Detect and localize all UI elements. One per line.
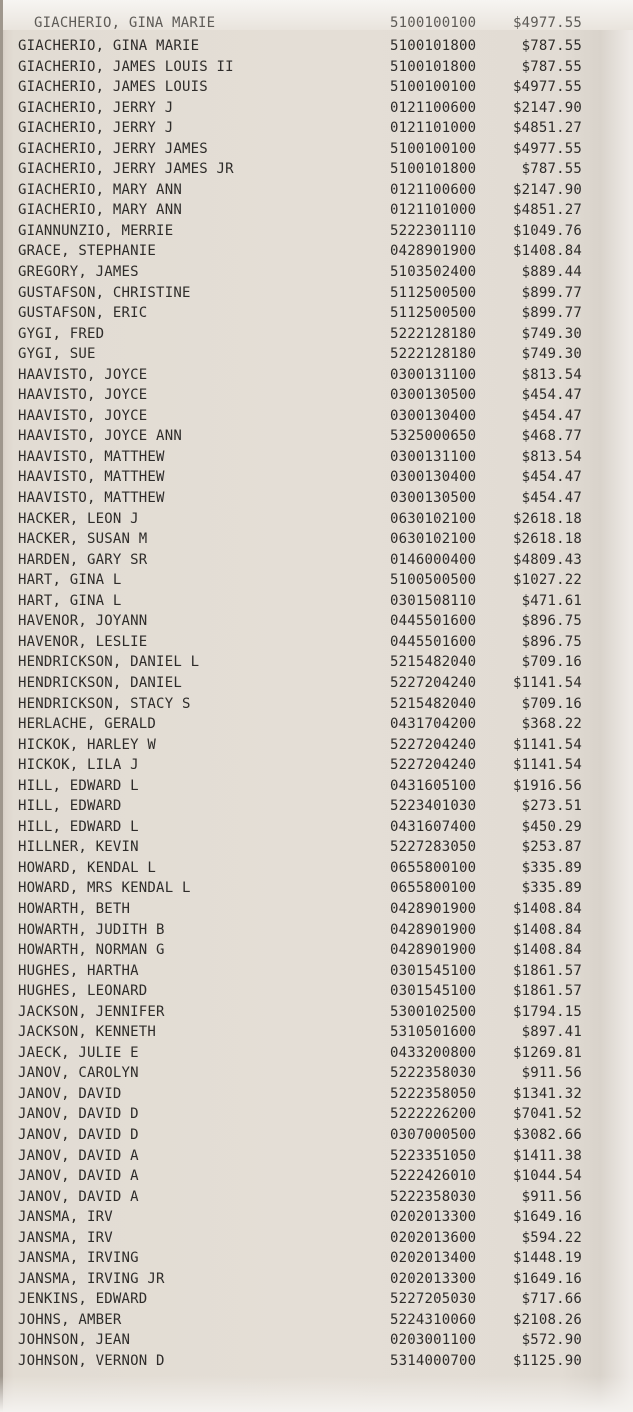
row-name: HAAVISTO, JOYCE ANN xyxy=(18,428,182,445)
row-amount: $1411.38 xyxy=(512,1147,582,1164)
row-amount: $1408.84 xyxy=(512,900,582,917)
table-row xyxy=(0,1022,633,1043)
row-name: HENDRICKSON, DANIEL xyxy=(18,674,182,691)
row-amount: $1027.22 xyxy=(512,572,582,589)
table-row xyxy=(0,1125,633,1146)
table-row xyxy=(0,550,633,571)
row-amount: $4809.43 xyxy=(512,551,582,568)
table-row xyxy=(0,735,633,756)
row-account: 5100101800 xyxy=(390,161,477,178)
row-account: 5227204240 xyxy=(390,674,477,691)
row-amount: $911.56 xyxy=(521,1065,582,1082)
row-account: 5227204240 xyxy=(390,757,477,774)
table-row xyxy=(0,858,633,879)
row-amount: $889.44 xyxy=(521,264,582,281)
table-row xyxy=(0,591,633,612)
table-row xyxy=(0,570,633,591)
table-row xyxy=(0,344,633,365)
row-name: JANOV, DAVID A xyxy=(18,1168,139,1185)
row-account: 0202013600 xyxy=(390,1229,477,1246)
row-name: JANOV, DAVID xyxy=(18,1085,122,1102)
row-name: JENKINS, EDWARD xyxy=(18,1291,148,1308)
table-row xyxy=(0,447,633,468)
row-account: 5100101800 xyxy=(390,58,477,75)
row-account: 5100500500 xyxy=(390,572,477,589)
row-amount: $1649.16 xyxy=(512,1270,582,1287)
table-row xyxy=(0,36,633,57)
table-row xyxy=(0,159,633,180)
row-account: 0655800100 xyxy=(390,859,477,876)
row-account: 0630102100 xyxy=(390,510,477,527)
table-row xyxy=(0,118,633,139)
row-account: 5314000700 xyxy=(390,1353,477,1369)
row-account: 5222358030 xyxy=(390,1188,477,1205)
row-amount: $709.16 xyxy=(521,654,582,671)
table-row xyxy=(0,694,633,715)
row-amount: $1049.76 xyxy=(512,222,582,239)
row-name: GIACHERIO, MARY ANN xyxy=(18,202,182,219)
table-row xyxy=(0,1146,633,1167)
table-row xyxy=(0,529,633,550)
row-name: GYGI, SUE xyxy=(18,346,96,363)
row-amount: $749.30 xyxy=(521,346,582,363)
row-amount: $2618.18 xyxy=(512,531,582,548)
row-account: 5222128180 xyxy=(390,325,477,342)
table-row xyxy=(0,817,633,838)
row-account: 5223401030 xyxy=(390,798,477,815)
row-name: JACKSON, JENNIFER xyxy=(18,1003,165,1020)
table-row xyxy=(0,714,633,735)
row-account: 0431704200 xyxy=(390,716,477,733)
table-row xyxy=(0,262,633,283)
row-amount: $1141.54 xyxy=(512,736,582,753)
row-account: 5224310060 xyxy=(390,1311,477,1328)
row-name: GIACHERIO, MARY ANN xyxy=(18,181,182,198)
row-account: 0202013400 xyxy=(390,1250,477,1267)
row-amount: $813.54 xyxy=(521,366,582,383)
row-amount: $273.51 xyxy=(521,798,582,815)
row-amount: $4851.27 xyxy=(512,120,582,137)
row-name: HILL, EDWARD L xyxy=(18,777,139,794)
table-row xyxy=(0,98,633,119)
row-name: GIACHERIO, JAMES LOUIS II xyxy=(18,58,234,75)
table-row xyxy=(0,467,633,488)
row-account: 5103502400 xyxy=(390,264,477,281)
table-row xyxy=(0,652,633,673)
row-amount: $4977.55 xyxy=(512,79,582,96)
row-account: 5222358030 xyxy=(390,1065,477,1082)
row-account: 0307000500 xyxy=(390,1126,477,1143)
row-account: 0655800100 xyxy=(390,880,477,897)
row-amount: $572.90 xyxy=(521,1332,582,1349)
row-name: HUGHES, HARTHA xyxy=(18,962,139,979)
row-account: 5222226200 xyxy=(390,1106,477,1123)
row-name: GUSTAFSON, ERIC xyxy=(18,305,148,322)
table-row xyxy=(0,488,633,509)
row-name: GUSTAFSON, CHRISTINE xyxy=(18,284,191,301)
row-account: 5222358050 xyxy=(390,1085,477,1102)
row-amount: $454.47 xyxy=(521,490,582,507)
row-name: GIACHERIO, JERRY J xyxy=(18,99,174,116)
row-amount: $471.61 xyxy=(521,592,582,609)
row-name: HOWARTH, BETH xyxy=(18,900,131,917)
row-amount: $450.29 xyxy=(521,818,582,835)
row-name: JANSMA, IRV xyxy=(18,1229,113,1246)
row-amount: $896.75 xyxy=(521,633,582,650)
row-amount: $2147.90 xyxy=(512,181,582,198)
row-name: JANOV, DAVID A xyxy=(18,1147,139,1164)
row-account: 5222128180 xyxy=(390,346,477,363)
row-account: 0146000400 xyxy=(390,551,477,568)
table-row xyxy=(0,981,633,1002)
table-row xyxy=(0,324,633,345)
row-account: 0431605100 xyxy=(390,777,477,794)
row-name: GREGORY, JAMES xyxy=(18,264,139,281)
table-row xyxy=(0,139,633,160)
row-name: HOWARTH, NORMAN G xyxy=(18,942,165,959)
table-row xyxy=(0,406,633,427)
row-amount: $594.22 xyxy=(521,1229,582,1246)
row-account: 0300131100 xyxy=(390,448,477,465)
row-account: 0428901900 xyxy=(390,243,477,260)
row-amount: $2147.90 xyxy=(512,99,582,116)
table-row xyxy=(0,1310,633,1331)
row-name: HILL, EDWARD xyxy=(18,798,122,815)
row-account: 5227205030 xyxy=(390,1291,477,1308)
row-name: JANOV, DAVID A xyxy=(18,1188,139,1205)
table-row xyxy=(0,1187,633,1208)
row-name: HENDRICKSON, DANIEL L xyxy=(18,654,200,671)
row-account: 0202013300 xyxy=(390,1209,477,1226)
row-account: 0300130400 xyxy=(390,469,477,486)
table-row xyxy=(0,611,633,632)
row-name: JAECK, JULIE E xyxy=(18,1044,139,1061)
row-account: 0630102100 xyxy=(390,531,477,548)
table-row xyxy=(0,180,633,201)
table-row xyxy=(0,776,633,797)
row-amount: $897.41 xyxy=(521,1024,582,1041)
row-name: JOHNSON, VERNON D xyxy=(18,1353,165,1369)
row-amount: $253.87 xyxy=(521,839,582,856)
row-account: 0121101000 xyxy=(390,120,477,137)
table-row xyxy=(0,1043,633,1064)
row-amount: $1341.32 xyxy=(512,1085,582,1102)
row-name: HAAVISTO, JOYCE xyxy=(18,366,148,383)
row-amount: $896.75 xyxy=(521,613,582,630)
row-account: 5222426010 xyxy=(390,1168,477,1185)
table-row xyxy=(0,961,633,982)
row-name: HERLACHE, GERALD xyxy=(18,716,157,733)
row-name: HOWARD, KENDAL L xyxy=(18,859,157,876)
row-account: 0121100600 xyxy=(390,99,477,116)
ledger-rows xyxy=(0,36,633,1372)
row-name: JACKSON, KENNETH xyxy=(18,1024,157,1041)
row-name: JANOV, DAVID D xyxy=(18,1126,139,1143)
table-row xyxy=(0,920,633,941)
row-amount: $1861.57 xyxy=(512,962,582,979)
row-account: 0301508110 xyxy=(390,592,477,609)
row-amount: $335.89 xyxy=(521,880,582,897)
table-row xyxy=(0,837,633,858)
row-account: 0445501600 xyxy=(390,633,477,650)
row-amount: $1861.57 xyxy=(512,983,582,1000)
table-row xyxy=(0,200,633,221)
row-name: HAAVISTO, MATTHEW xyxy=(18,448,165,465)
row-amount: $1408.84 xyxy=(512,243,582,260)
row-account: 0428901900 xyxy=(390,921,477,938)
row-name: HOWARD, MRS KENDAL L xyxy=(18,880,191,897)
row-amount: $368.22 xyxy=(521,716,582,733)
cut-row-name: GIACHERIO, GINA MARIE xyxy=(34,15,216,31)
row-name: GIACHERIO, JERRY JAMES xyxy=(18,140,208,157)
row-amount: $1408.84 xyxy=(512,942,582,959)
table-row xyxy=(0,940,633,961)
row-account: 0431607400 xyxy=(390,818,477,835)
table-row xyxy=(0,1330,633,1351)
row-name: GIACHERIO, JAMES LOUIS xyxy=(18,79,208,96)
row-amount: $4977.55 xyxy=(512,140,582,157)
row-name: JANSMA, IRV xyxy=(18,1209,113,1226)
row-account: 0121101000 xyxy=(390,202,477,219)
table-row xyxy=(0,1063,633,1084)
row-account: 5222301110 xyxy=(390,222,477,239)
row-amount: $1125.90 xyxy=(512,1353,582,1369)
row-amount: $1269.81 xyxy=(512,1044,582,1061)
table-row xyxy=(0,1248,633,1269)
row-name: HENDRICKSON, STACY S xyxy=(18,695,191,712)
row-name: HOWARTH, JUDITH B xyxy=(18,921,165,938)
table-row xyxy=(0,632,633,653)
row-amount: $749.30 xyxy=(521,325,582,342)
row-account: 5300102500 xyxy=(390,1003,477,1020)
row-account: 5215482040 xyxy=(390,695,477,712)
row-name: GIANNUNZIO, MERRIE xyxy=(18,222,174,239)
table-row xyxy=(0,1228,633,1249)
cut-row-amount: $4977.55 xyxy=(512,15,582,31)
row-amount: $787.55 xyxy=(521,58,582,75)
row-amount: $2108.26 xyxy=(512,1311,582,1328)
row-amount: $1916.56 xyxy=(512,777,582,794)
table-row xyxy=(0,303,633,324)
row-account: 0300130500 xyxy=(390,490,477,507)
row-account: 0433200800 xyxy=(390,1044,477,1061)
table-row xyxy=(0,1207,633,1228)
row-account: 0202013300 xyxy=(390,1270,477,1287)
table-row xyxy=(0,755,633,776)
table-row xyxy=(0,1084,633,1105)
row-name: HAAVISTO, JOYCE xyxy=(18,407,148,424)
row-amount: $454.47 xyxy=(521,407,582,424)
row-amount: $1408.84 xyxy=(512,921,582,938)
row-name: HACKER, LEON J xyxy=(18,510,139,527)
row-name: GYGI, FRED xyxy=(18,325,105,342)
row-name: HILL, EDWARD L xyxy=(18,818,139,835)
row-name: HART, GINA L xyxy=(18,572,122,589)
row-amount: $1141.54 xyxy=(512,757,582,774)
row-amount: $787.55 xyxy=(521,38,582,54)
row-account: 5227283050 xyxy=(390,839,477,856)
row-name: GIACHERIO, JERRY JAMES JR xyxy=(18,161,234,178)
row-account: 5325000650 xyxy=(390,428,477,445)
row-name: JOHNSON, JEAN xyxy=(18,1332,131,1349)
row-amount: $787.55 xyxy=(521,161,582,178)
row-name: HAAVISTO, MATTHEW xyxy=(18,469,165,486)
row-amount: $1141.54 xyxy=(512,674,582,691)
row-name: HART, GINA L xyxy=(18,592,122,609)
table-row xyxy=(0,1351,633,1372)
row-amount: $709.16 xyxy=(521,695,582,712)
row-amount: $1044.54 xyxy=(512,1168,582,1185)
row-account: 5215482040 xyxy=(390,654,477,671)
row-account: 5310501600 xyxy=(390,1024,477,1041)
row-account: 0121100600 xyxy=(390,181,477,198)
row-account: 0445501600 xyxy=(390,613,477,630)
table-row xyxy=(0,878,633,899)
row-amount: $454.47 xyxy=(521,469,582,486)
table-row xyxy=(0,1104,633,1125)
table-row xyxy=(0,426,633,447)
row-name: HICKOK, HARLEY W xyxy=(18,736,157,753)
table-row xyxy=(0,283,633,304)
cut-row-account: 5100100100 xyxy=(390,15,477,31)
row-name: JANSMA, IRVING JR xyxy=(18,1270,165,1287)
row-name: GIACHERIO, JERRY J xyxy=(18,120,174,137)
row-name: JANOV, CAROLYN xyxy=(18,1065,139,1082)
row-account: 5100101800 xyxy=(390,38,477,54)
row-amount: $468.77 xyxy=(521,428,582,445)
row-account: 5227204240 xyxy=(390,736,477,753)
row-amount: $813.54 xyxy=(521,448,582,465)
row-account: 0203001100 xyxy=(390,1332,477,1349)
table-row xyxy=(0,241,633,262)
row-name: HUGHES, LEONARD xyxy=(18,983,148,1000)
row-amount: $335.89 xyxy=(521,859,582,876)
row-account: 0301545100 xyxy=(390,983,477,1000)
row-name: JANSMA, IRVING xyxy=(18,1250,139,1267)
row-name: JOHNS, AMBER xyxy=(18,1311,122,1328)
row-amount: $1448.19 xyxy=(512,1250,582,1267)
cut-off-row xyxy=(16,15,596,36)
table-row xyxy=(0,1269,633,1290)
row-name: JANOV, DAVID D xyxy=(18,1106,139,1123)
row-account: 0300131100 xyxy=(390,366,477,383)
row-name: HAAVISTO, MATTHEW xyxy=(18,490,165,507)
row-amount: $4851.27 xyxy=(512,202,582,219)
row-amount: $1649.16 xyxy=(512,1209,582,1226)
row-name: HAVENOR, JOYANN xyxy=(18,613,148,630)
table-row xyxy=(0,385,633,406)
table-row xyxy=(0,673,633,694)
table-row xyxy=(0,365,633,386)
table-row xyxy=(0,1289,633,1310)
row-amount: $911.56 xyxy=(521,1188,582,1205)
table-row xyxy=(0,1166,633,1187)
row-amount: $717.66 xyxy=(521,1291,582,1308)
table-row xyxy=(0,1002,633,1023)
table-row xyxy=(0,796,633,817)
row-name: HAVENOR, LESLIE xyxy=(18,633,148,650)
row-amount: $3082.66 xyxy=(512,1126,582,1143)
table-row xyxy=(0,221,633,242)
row-account: 0301545100 xyxy=(390,962,477,979)
table-row xyxy=(0,57,633,78)
row-amount: $2618.18 xyxy=(512,510,582,527)
row-account: 0300130500 xyxy=(390,387,477,404)
row-name: HACKER, SUSAN M xyxy=(18,531,148,548)
table-row xyxy=(0,77,633,98)
row-account: 5223351050 xyxy=(390,1147,477,1164)
row-name: HARDEN, GARY SR xyxy=(18,551,148,568)
table-row xyxy=(0,509,633,530)
row-account: 0428901900 xyxy=(390,942,477,959)
row-account: 0300130400 xyxy=(390,407,477,424)
row-name: GIACHERIO, GINA MARIE xyxy=(18,38,200,54)
row-name: GRACE, STEPHANIE xyxy=(18,243,157,260)
row-amount: $899.77 xyxy=(521,305,582,322)
row-account: 5112500500 xyxy=(390,284,477,301)
row-amount: $1794.15 xyxy=(512,1003,582,1020)
row-amount: $7041.52 xyxy=(512,1106,582,1123)
row-account: 5100100100 xyxy=(390,140,477,157)
row-amount: $454.47 xyxy=(521,387,582,404)
row-account: 5112500500 xyxy=(390,305,477,322)
row-name: HICKOK, LILA J xyxy=(18,757,139,774)
row-account: 0428901900 xyxy=(390,900,477,917)
row-account: 5100100100 xyxy=(390,79,477,96)
row-name: HAAVISTO, JOYCE xyxy=(18,387,148,404)
table-row xyxy=(0,899,633,920)
row-name: HILLNER, KEVIN xyxy=(18,839,139,856)
row-amount: $899.77 xyxy=(521,284,582,301)
